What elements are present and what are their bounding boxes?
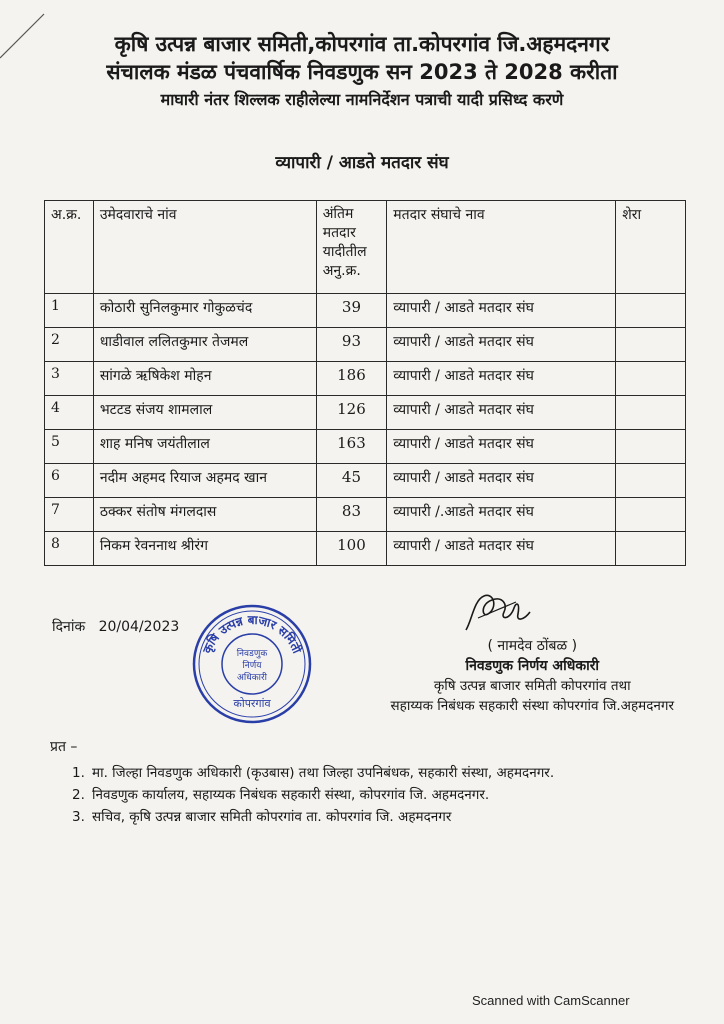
header-voter-no-line: यादीतील — [322, 244, 367, 260]
issue-date — [52, 617, 179, 636]
officer-title: निवडणुक निर्णय अधिकारी — [465, 658, 600, 674]
list-item — [72, 762, 554, 784]
cell-serial: 2 — [45, 328, 94, 362]
copy-item-text: निवडणुक कार्यालय, सहाय्यक निबंधक सहकारी संस्था, कोपरगांव जि. अहमदनगर. — [92, 787, 490, 803]
cell-candidate-name: नदीम अहमद रियाज अहमद खान — [93, 464, 316, 498]
date-label: दिनांक — [52, 619, 86, 635]
header-constituency: मतदार संघाचे नाव — [387, 201, 616, 294]
cell-serial: 1 — [45, 294, 94, 328]
copy-item-number: 2. — [72, 787, 85, 803]
cell-voter-no: 186 — [316, 362, 387, 396]
cell-constituency: व्यापारी / आडते मतदार संघ — [387, 430, 616, 464]
cell-voter-no: 39 — [316, 294, 387, 328]
official-seal — [190, 602, 314, 726]
cell-candidate-name: निकम रेवननाथ श्रीरंग — [93, 532, 316, 566]
header-voter-no-line: अंतिम — [322, 206, 354, 222]
cell-remark — [616, 464, 686, 498]
table-row — [45, 362, 686, 396]
copy-item-number: 3. — [72, 809, 85, 825]
cell-remark — [616, 498, 686, 532]
cell-serial: 8 — [45, 532, 94, 566]
cell-candidate-name: शाह मनिष जयंतीलाल — [93, 430, 316, 464]
cell-remark — [616, 362, 686, 396]
table-header-row — [45, 201, 686, 294]
cell-remark — [616, 328, 686, 362]
table-row — [45, 532, 686, 566]
seal-inner-line: अधिकारी — [237, 673, 267, 683]
cell-serial: 5 — [45, 430, 94, 464]
cell-candidate-name: कोठारी सुनिलकुमार गोकुळचंद — [93, 294, 316, 328]
header-line-2: संचालक मंडळ पंचवार्षिक निवडणुक सन 2023 ते 2028 करीता — [106, 60, 618, 84]
header-candidate: उमेदवाराचे नांव — [93, 201, 316, 294]
officer-block — [391, 636, 674, 716]
cell-serial: 4 — [45, 396, 94, 430]
officer-signature — [458, 590, 538, 634]
constituency-title: व्यापारी / आडते मतदार संघ — [275, 153, 449, 173]
list-item — [72, 806, 554, 828]
cell-constituency: व्यापारी / आडते मतदार संघ — [387, 396, 616, 430]
seal-outer-text: कृषि उत्पन्न बाजार समिती — [199, 612, 305, 656]
cell-constituency: व्यापारी /.आडते मतदार संघ — [387, 498, 616, 532]
officer-name: ( नामदेव ठोंबळ ) — [487, 638, 578, 654]
list-item — [72, 784, 554, 806]
cell-constituency: व्यापारी / आडते मतदार संघ — [387, 532, 616, 566]
seal-bottom-text: कोपरगांव — [233, 697, 271, 710]
table-row — [45, 396, 686, 430]
cell-remark — [616, 294, 686, 328]
cell-remark — [616, 430, 686, 464]
cell-candidate-name: भटटड संजय शामलाल — [93, 396, 316, 430]
cell-voter-no: 93 — [316, 328, 387, 362]
header-line-1: कृषि उत्पन्न बाजार समिती,कोपरगांव ता.कोपरगांव जि.अहमदनगर — [114, 32, 610, 56]
cell-serial: 7 — [45, 498, 94, 532]
cell-voter-no: 126 — [316, 396, 387, 430]
cell-remark — [616, 396, 686, 430]
cell-serial: 3 — [45, 362, 94, 396]
header-voter-no-line: अनु.क्र. — [322, 263, 361, 279]
cell-constituency: व्यापारी / आडते मतदार संघ — [387, 328, 616, 362]
copy-item-text: सचिव, कृषि उत्पन्न बाजार समिती कोपरगांव ता. कोपरगांव जि. अहमदनगर — [92, 809, 452, 825]
table-row — [45, 464, 686, 498]
header-line-3: माघारी नंतर शिल्लक राहीलेल्या नामनिर्देशन पत्राची यादी प्रसिध्द करणे — [160, 90, 564, 109]
cell-candidate-name: सांगळे ऋषिकेश मोहन — [93, 362, 316, 396]
table-row — [45, 294, 686, 328]
cell-constituency: व्यापारी / आडते मतदार संघ — [387, 464, 616, 498]
copy-to-list — [72, 762, 554, 828]
cell-candidate-name: धाडीवाल ललितकुमार तेजमल — [93, 328, 316, 362]
officer-line-3: सहाय्यक निबंधक सहकारी संस्था कोपरगांव जि.अहमदनगर — [390, 698, 674, 714]
copy-to-label: प्रत – — [50, 739, 78, 755]
table-row — [45, 430, 686, 464]
cell-voter-no: 45 — [316, 464, 387, 498]
cell-candidate-name: ठक्कर संतोष मंगलदास — [93, 498, 316, 532]
candidate-table — [44, 200, 686, 566]
cell-voter-no: 100 — [316, 532, 387, 566]
copy-item-number: 1. — [72, 765, 85, 781]
copy-item-text: मा. जिल्हा निवडणुक अधिकारी (कृउबास) तथा जिल्हा उपनिबंधक, सहकारी संस्था, अहमदनगर. — [92, 765, 555, 781]
header-voter-no-line: मतदार — [322, 225, 356, 241]
header-serial: अ.क्र. — [45, 201, 94, 294]
cell-voter-no: 163 — [316, 430, 387, 464]
cell-voter-no: 83 — [316, 498, 387, 532]
cell-constituency: व्यापारी / आडते मतदार संघ — [387, 362, 616, 396]
officer-line-2: कृषि उत्पन्न बाजार समिती कोपरगांव तथा — [433, 678, 631, 694]
document-header — [20, 30, 704, 112]
table-row — [45, 328, 686, 362]
date-value: 20/04/2023 — [98, 619, 180, 635]
cell-constituency: व्यापारी / आडते मतदार संघ — [387, 294, 616, 328]
header-remark: शेरा — [616, 201, 686, 294]
cell-serial: 6 — [45, 464, 94, 498]
table-row — [45, 498, 686, 532]
cell-remark — [616, 532, 686, 566]
header-voter-no — [316, 201, 387, 294]
seal-inner-line: निवडणुक — [236, 649, 268, 659]
camscanner-watermark: Scanned with CamScanner — [472, 993, 630, 1008]
seal-inner-line: निर्णय — [242, 661, 262, 671]
